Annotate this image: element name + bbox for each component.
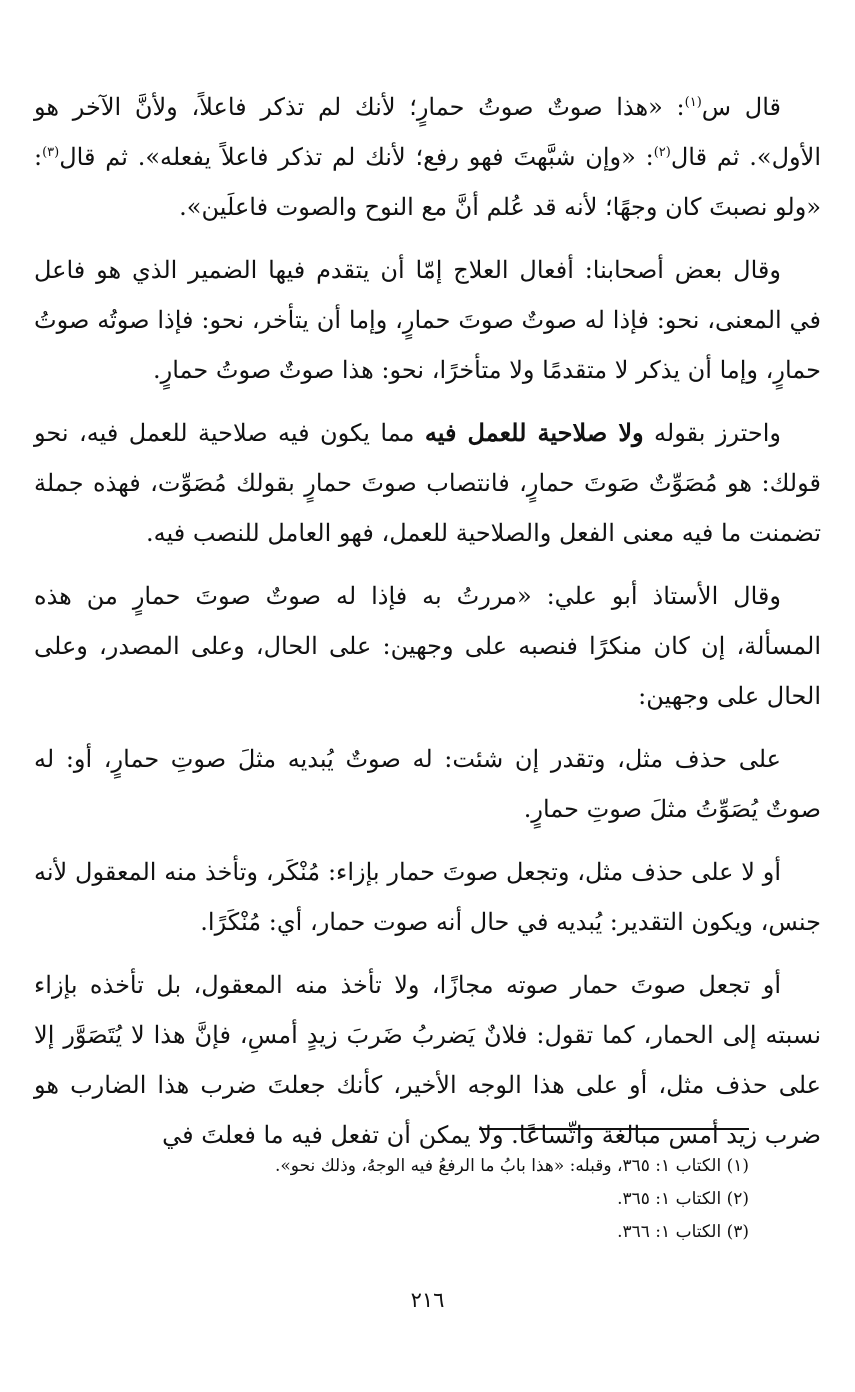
paragraph: [34, 847, 821, 947]
text-run: : «ولو نصبتَ كان وجهًا؛ لأنه قد عُلم أنَّ مع النوح والصوت فاعلَين».: [34, 143, 821, 221]
footnote-marker: (٣): [42, 145, 60, 160]
paragraph: [34, 245, 821, 395]
footnote-separator: [479, 1128, 749, 1130]
text-run: أو تجعل صوتَ حمار صوته مجازًا، ولا تأخذ منه المعقول، بل تأخذه بإزاء نسبته إلى الحمار، كما تقول: فلانٌ يَضربُ ضَربَ زيدٍ أمسِ، فإنَّ هذا لا يُتَصَوَّر إلا على حذف مثل، أو على هذا الوجه الأخير، كأنك جعلتَ ضرب هذا الضارب هو ضرب زيد أمس مبالغة واتِّساعًا. ولا يمكن أن تفعل فيه ما فعلتَ في: [34, 971, 821, 1149]
paragraph: [34, 734, 821, 834]
paragraph: [34, 82, 821, 232]
footnote-1: (١) الكتاب ١: ٣٦٥، وقبله: «هذا بابُ ما الرفعُ فيه الوجهُ، وذلك نحو».: [275, 1156, 749, 1176]
footnote-3: (٣) الكتاب ١: ٣٦٦.: [617, 1222, 749, 1242]
text-run: واحترز بقوله: [643, 419, 781, 447]
bold-phrase: ولا صلاحية للعمل فيه: [424, 418, 644, 447]
paragraph: [34, 408, 821, 558]
text-run: على حذف مثل، وتقدر إن شئت: له صوتٌ يُبديه مثلَ صوتِ حمارٍ، أو: له صوتٌ يُصَوِّتُ مثلَ صوتِ حمارٍ.: [34, 745, 821, 823]
text-run: قال س: [701, 93, 781, 121]
text-run: أو لا على حذف مثل، وتجعل صوتَ حمار بإزاء: مُنْكَر، وتأخذ منه المعقول لأنه جنس، ويكون التقدير: يُبديه في حال أنه صوت حمار، أي: مُنْكَرًا.: [34, 858, 821, 936]
text-run: وقال الأستاذ أبو علي: «مررتُ به فإذا له صوتٌ صوتَ حمارٍ من هذه المسألة، إن كان منكرًا فنصبه على وجهين: على الحال، وعلى المصدر، وعلى الحال على وجهين:: [34, 582, 822, 710]
text-run: : «هذا صوتٌ صوتُ حمارٍ؛ لأنك لم تذكر فاعلاً، ولأنَّ الآخر هو الأول». ثم قال: [34, 93, 821, 171]
body-text: [34, 82, 821, 1173]
footnote-marker: (١): [684, 95, 702, 110]
page-number: ٢١٦: [410, 1288, 445, 1312]
footnote-2: (٢) الكتاب ١: ٣٦٥.: [617, 1189, 749, 1209]
paragraph: [34, 571, 821, 721]
footnotes: [60, 1150, 749, 1249]
footnote-marker: (٢): [653, 145, 671, 160]
text-run: : «وإن شبَّهتَ فهو رفع؛ لأنك لم تذكر فاعلاً يفعله». ثم قال: [59, 143, 654, 171]
text-run: وقال بعض أصحابنا: أفعال العلاج إمّا أن يتقدم فيها الضمير الذي هو فاعل في المعنى، نحو: فإذا له صوتٌ صوتَ حمارٍ، وإما أن يتأخر، نحو: فإذا صوتُه صوتُ حمارٍ، وإما أن يذكر لا متقدمًا ولا متأخرًا، نحو: هذا صوتٌ صوتُ حمارٍ.: [34, 256, 821, 384]
paragraph: [34, 960, 821, 1160]
text-run: مما يكون فيه صلاحية للعمل فيه، نحو قولك: هو مُصَوِّتٌ صَوتَ حمارٍ، فانتصاب صوتَ حمارٍ بقولك مُصَوِّت، فهذه جملة تضمنت ما فيه معنى الفعل والصلاحية للعمل، فهو العامل للنصب فيه.: [34, 419, 821, 547]
